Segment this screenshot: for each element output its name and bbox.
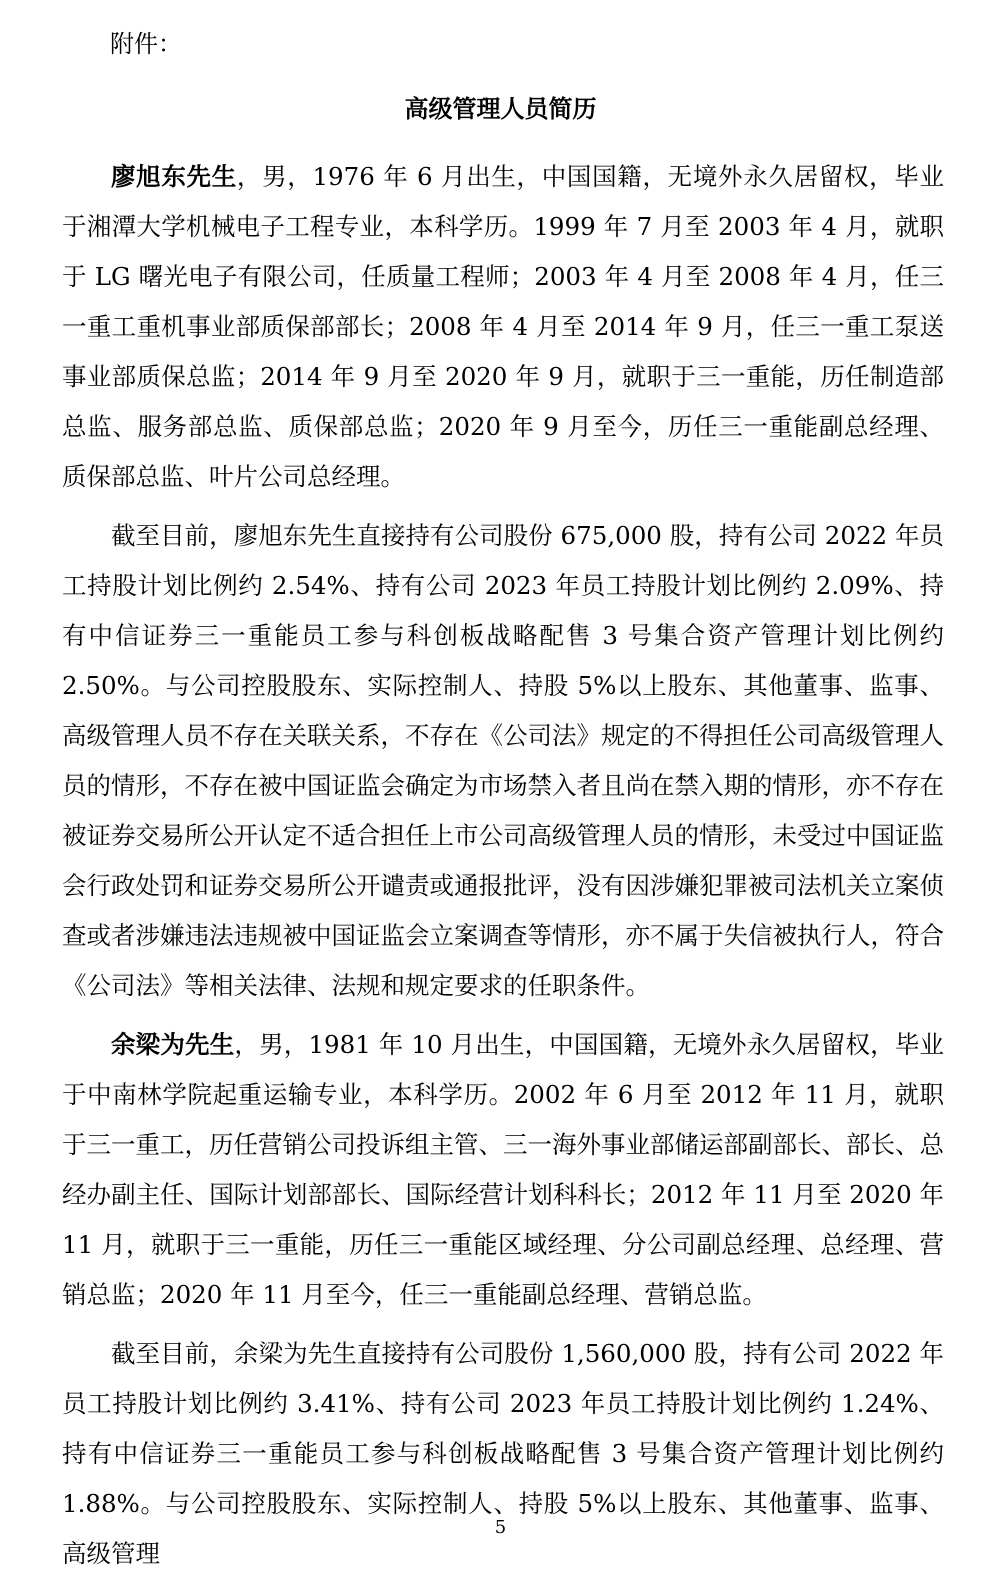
bio-name-yu: 余梁为先生 — [111, 1030, 235, 1059]
holdings-paragraph-liao: 截至目前，廖旭东先生直接持有公司股份 675,000 股，持有公司 2022 年员工持股计划比例约 2.54%、持有公司 2023 年员工持股计划比例约 2.09%、持有中信证券三一重能员工参与科创板战略配售 3 号集合资产管理计划比例约 2.50%。与公司控股股东、实际控制人、持股 5%以上股东、其他董事、监事、高级管理人员不存在关联关系，不存在《公司法》规定的不得担任公司高级管理人员的情形，不存在被中国证监会确定为市场禁入者且尚在禁入期的情形，亦不存在被证券交易所公开认定不适合担任上市公司高级管理人员的情形，未受过中国证监会行政处罚和证券交易所公开谴责或通报批评，没有因涉嫌犯罪被司法机关立案侦查或者涉嫌违法违规被中国证监会立案调查等情形，亦不属于失信被执行人，符合《公司法》等相关法律、法规和规定要求的任职条件。 — [62, 521, 944, 1000]
document-body — [62, 152, 944, 1588]
bio-paragraph-liao — [62, 152, 944, 502]
attachment-label: 附件： — [110, 30, 182, 58]
bio-name-liao: 廖旭东先生 — [111, 162, 237, 191]
document-title: 高级管理人员简历 — [404, 94, 597, 123]
bio-intro-yu: ，男，1981 年 10 月出生，中国国籍，无境外永久居留权，毕业于中南林学院起重运输专业，本科学历。2002 年 6 月至 2012 年 11 月，就职于三一重工，历任营销公司投诉组主管、三一海外事业部储运部副部长、部长、总经办副主任、国际计划部部长、国际经营计划科科长；2012 年 11 月至 2020 年 11 月，就职于三一重能，历任三一重能区域经理、分公司副总经理、总经理、营销总监；2020 年 11 月至今，任三一重能副总经理、营销总监。 — [62, 1030, 944, 1309]
holdings-paragraph-yu: 截至目前，余梁为先生直接持有公司股份 1,560,000 股，持有公司 2022 年员工持股计划比例约 3.41%、持有公司 2023 年员工持股计划比例约 1.24%、持有中信证券三一重能员工参与科创板战略配售 3 号集合资产管理计划比例约 1.88%。与公司控股股东、实际控制人、持股 5%以上股东、其他董事、监事、高级管理 — [62, 1339, 944, 1568]
page-number: 5 — [494, 1517, 507, 1538]
bio-paragraph-yu — [62, 1020, 944, 1320]
bio-intro-liao: ，男，1976 年 6 月出生，中国国籍，无境外永久居留权，毕业于湘潭大学机械电子工程专业，本科学历。1999 年 7 月至 2003 年 4 月，就职于 LG 曙光电子有限公司，任质量工程师；2003 年 4 月至 2008 年 4 月，任三一重工重机事业部质保部部长；2008 年 4 月至 2014 年 9 月，任三一重工泵送事业部质保总监；2014 年 9 月至 2020 年 9 月，就职于三一重能，历任制造部总监、服务部总监、质保部总监；2020 年 9 月至今，历任三一重能副总经理、质保部总监、叶片公司总经理。 — [62, 162, 944, 491]
